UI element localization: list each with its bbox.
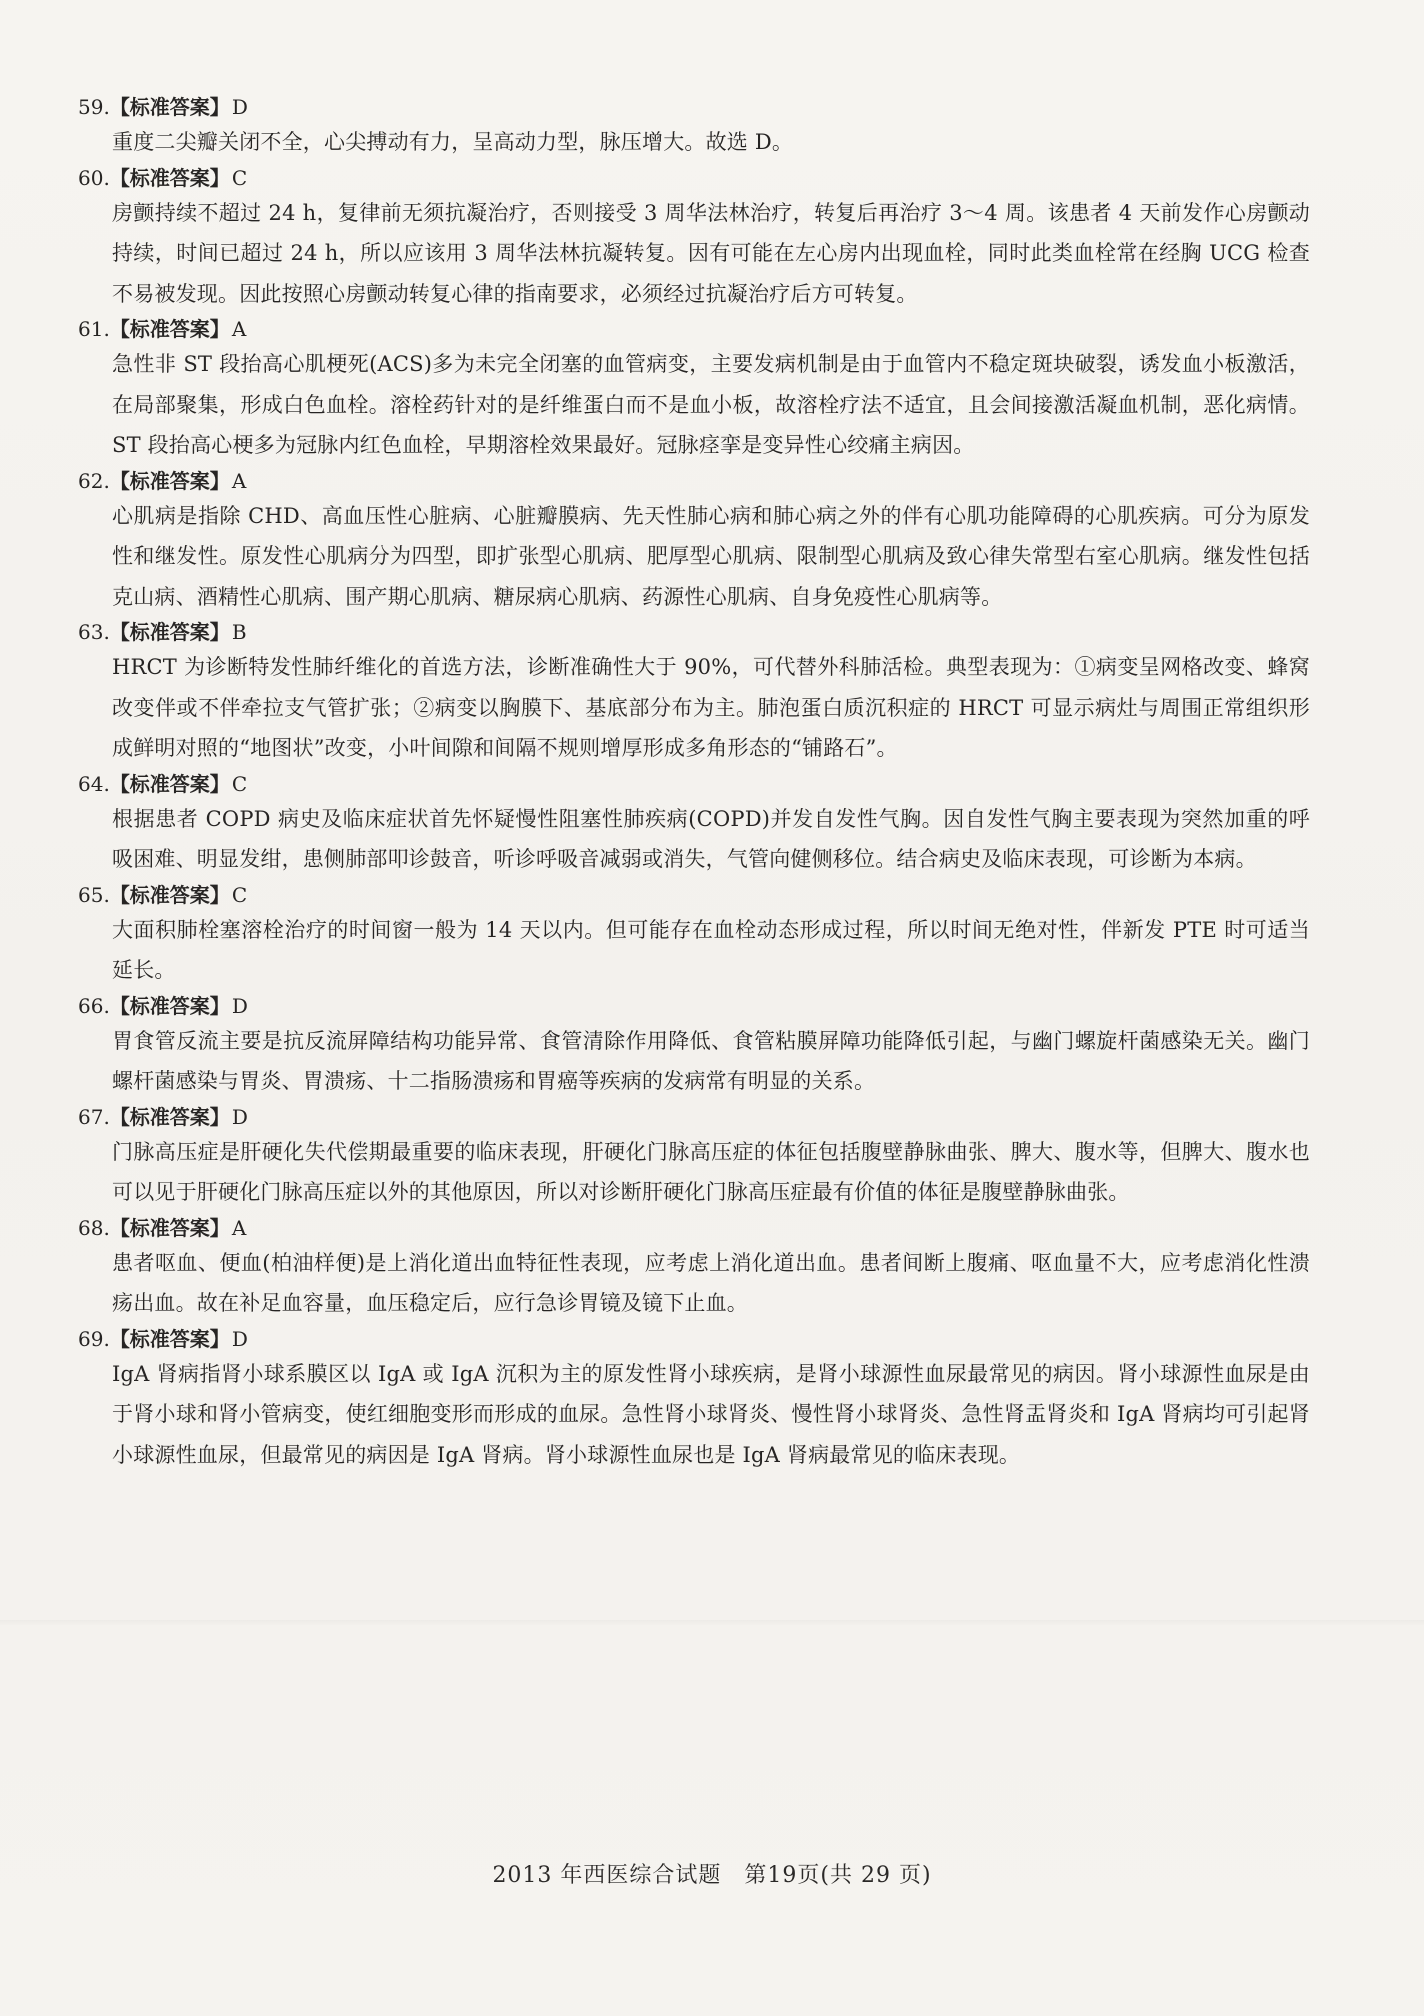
answer-item xyxy=(78,991,1310,1102)
answer-item xyxy=(78,1324,1310,1476)
answer-item xyxy=(78,880,1310,991)
answer-item xyxy=(78,617,1310,769)
standard-answer-label: 【标准答案】 xyxy=(109,95,230,119)
standard-answer-label: 【标准答案】 xyxy=(109,165,230,190)
question-number: 68. xyxy=(78,1215,110,1240)
answer-item xyxy=(78,1213,1310,1324)
question-number: 66. xyxy=(78,993,110,1018)
answer-list xyxy=(78,92,1310,1475)
answer-letter: D xyxy=(231,993,248,1018)
answer-header xyxy=(78,314,1310,344)
answer-header xyxy=(78,163,1310,193)
standard-answer-label: 【标准答案】 xyxy=(109,882,230,907)
explanation-text: HRCT 为诊断特发性肺纤维化的首选方法，诊断准确性大于 90%，可代替外科肺活检。典型表现为：①病变呈网格改变、蜂窝改变伴或不伴牵拉支气管扩张；②病变以胸膜下、基底部分布为主。肺泡蛋白质沉积症的 HRCT 可显示病灶与周围正常组织形成鲜明对照的“地图状”改变，小叶间隙和间隔不规则增厚形成多角形态的“铺路石”。 xyxy=(112,655,1310,760)
answer-header xyxy=(78,1213,1310,1243)
standard-answer-label: 【标准答案】 xyxy=(109,1215,230,1240)
explanation-text: 门脉高压症是肝硬化失代偿期最重要的临床表现，肝硬化门脉高压症的体征包括腹壁静脉曲张、脾大、腹水等，但脾大、腹水也可以见于肝硬化门脉高压症以外的其他原因，所以对诊断肝硬化门脉高压症最有价值的体征是腹壁静脉曲张。 xyxy=(112,1139,1310,1204)
standard-answer-label: 【标准答案】 xyxy=(109,317,230,341)
answer-letter: A xyxy=(231,317,247,341)
answer-header xyxy=(78,617,1310,647)
explanation-text: IgA 肾病指肾小球系膜区以 IgA 或 IgA 沉积为主的原发性肾小球疾病，是肾小球源性血尿最常见的病因。肾小球源性血尿是由于肾小球和肾小管病变，使红细胞变形而形成的血尿。急性肾小球肾炎、慢性肾小球肾炎、急性肾盂肾炎和 IgA 肾病均可引起肾小球源性血尿，但最常见的病因是 IgA 肾病。肾小球源性血尿也是 IgA 肾病最常见的临床表现。 xyxy=(112,1361,1310,1467)
question-number: 63. xyxy=(78,620,110,644)
answer-header xyxy=(78,1324,1310,1354)
question-number: 64. xyxy=(78,771,110,796)
answer-item xyxy=(78,1102,1310,1213)
answer-header xyxy=(78,1102,1310,1132)
answer-letter: C xyxy=(231,882,248,907)
explanation-text: 胃食管反流主要是抗反流屏障结构功能异常、食管清除作用降低、食管粘膜屏障功能降低引起，与幽门螺旋杆菌感染无关。幽门螺杆菌感染与胃炎、胃溃疡、十二指肠溃疡和胃癌等疾病的发病常有明显的关系。 xyxy=(112,1028,1310,1093)
standard-answer-label: 【标准答案】 xyxy=(109,993,230,1018)
answer-letter: D xyxy=(231,1104,248,1129)
answer-letter: D xyxy=(231,1326,248,1351)
answer-header xyxy=(78,92,1310,122)
answer-header xyxy=(78,880,1310,910)
answer-letter: B xyxy=(231,620,247,644)
standard-answer-label: 【标准答案】 xyxy=(109,1326,230,1351)
question-number: 59. xyxy=(78,95,110,119)
answer-item xyxy=(78,314,1310,466)
standard-answer-label: 【标准答案】 xyxy=(109,771,230,796)
answer-item xyxy=(78,466,1310,618)
explanation-text: 心肌病是指除 CHD、高血压性心脏病、心脏瓣膜病、先天性肺心病和肺心病之外的伴有心肌功能障碍的心肌疾病。可分为原发性和继发性。原发性心肌病分为四型，即扩张型心肌病、肥厚型心肌病、限制型心肌病及致心律失常型右室心肌病。继发性包括克山病、酒精性心肌病、围产期心肌病、糖尿病心肌病、药源性心肌病、自身免疫性心肌病等。 xyxy=(112,503,1310,609)
question-number: 61. xyxy=(78,317,110,341)
explanation-text: 大面积肺栓塞溶栓治疗的时间窗一般为 14 天以内。但可能存在血栓动态形成过程，所以时间无绝对性，伴新发 PTE 时可适当延长。 xyxy=(112,917,1310,982)
question-number: 60. xyxy=(78,165,110,190)
answer-item xyxy=(78,92,1310,163)
page-footer: 2013 年西医综合试题 第19页(共 29 页) xyxy=(492,1863,932,1888)
question-number: 69. xyxy=(78,1326,110,1351)
standard-answer-label: 【标准答案】 xyxy=(109,1104,230,1129)
answer-letter: A xyxy=(231,468,247,493)
answer-header xyxy=(78,991,1310,1021)
standard-answer-label: 【标准答案】 xyxy=(109,620,230,644)
question-number: 67. xyxy=(78,1104,110,1129)
explanation-text: 重度二尖瓣关闭不全，心尖搏动有力，呈高动力型，脉压增大。故选 D。 xyxy=(112,130,794,154)
question-number: 65. xyxy=(78,882,110,907)
answer-letter: C xyxy=(231,771,248,796)
question-number: 62. xyxy=(78,468,110,493)
answer-header xyxy=(78,466,1310,496)
answer-item xyxy=(78,769,1310,880)
explanation-text: 急性非 ST 段抬高心肌梗死(ACS)多为未完全闭塞的血管病变，主要发病机制是由于血管内不稳定斑块破裂，诱发血小板激活，在局部聚集，形成白色血栓。溶栓药针对的是纤维蛋白而不是血小板，故溶栓疗法不适宜，且会间接激活凝血机制，恶化病情。ST 段抬高心梗多为冠脉内红色血栓，早期溶栓效果最好。冠脉痉挛是变异性心绞痛主病因。 xyxy=(112,352,1310,457)
explanation-text: 房颤持续不超过 24 h，复律前无须抗凝治疗，否则接受 3 周华法林治疗，转复后再治疗 3～4 周。该患者 4 天前发作心房颤动持续，时间已超过 24 h，所以应该用 3 周华法林抗凝转复。因有可能在左心房内出现血栓，同时此类血栓常在经胸 UCG 检查不易被发现。因此按照心房颤动转复心律的指南要求，必须经过抗凝治疗后方可转复。 xyxy=(112,200,1310,306)
answer-letter: A xyxy=(231,1215,247,1240)
answer-item xyxy=(78,163,1310,315)
answer-letter: C xyxy=(231,165,248,190)
scan-shadow xyxy=(0,1620,1424,1626)
explanation-text: 根据患者 COPD 病史及临床症状首先怀疑慢性阻塞性肺疾病(COPD)并发自发性气胸。因自发性气胸主要表现为突然加重的呼吸困难、明显发绀，患侧肺部叩诊鼓音，听诊呼吸音减弱或消失，气管向健侧移位。结合病史及临床表现，可诊断为本病。 xyxy=(112,806,1310,871)
answer-header xyxy=(78,769,1310,799)
standard-answer-label: 【标准答案】 xyxy=(109,468,230,493)
explanation-text: 患者呕血、便血(柏油样便)是上消化道出血特征性表现，应考虑上消化道出血。患者间断上腹痛、呕血量不大，应考虑消化性溃疡出血。故在补足血容量，血压稳定后，应行急诊胃镜及镜下止血。 xyxy=(112,1250,1310,1315)
answer-letter: D xyxy=(231,95,248,119)
